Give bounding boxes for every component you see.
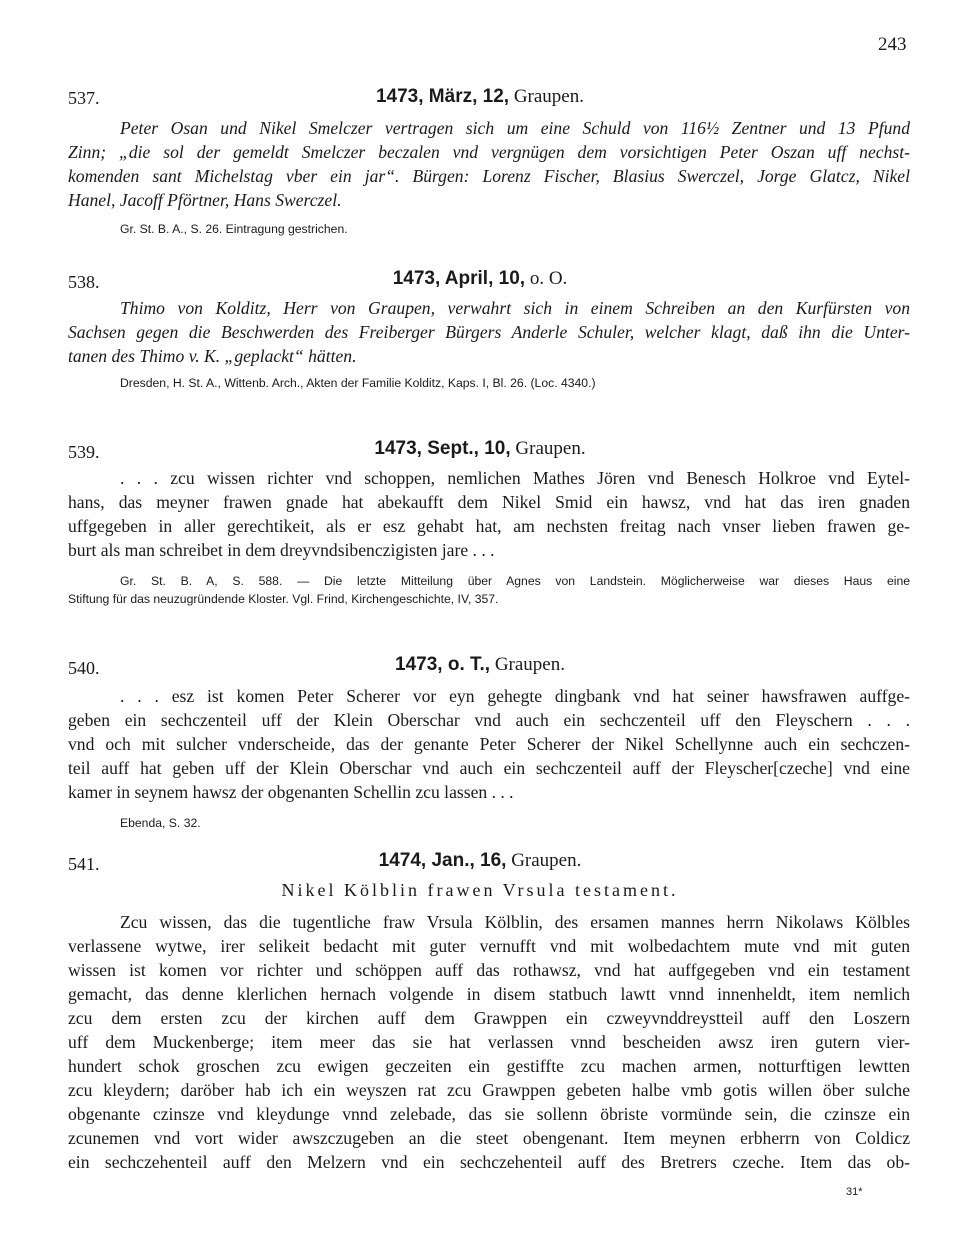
source-note: Dresden, H. St. A., Wittenb. Arch., Akten der Familie Kolditz, Kaps. I, Bl. 26. (Loc. 4340.) <box>120 376 596 390</box>
note-line: Gr. St. B. A, S. 588. — Die letzte Mitteilung über Agnes von Landstein. Möglicherweise war dieses Haus eine <box>120 574 910 588</box>
entry-body <box>68 296 910 368</box>
body-line: hundert schok groschen zcu ewigen geczeiten ein gestiffte zcu machen armen, notturftigen lewtten <box>68 1056 910 1076</box>
signature-mark: 31* <box>846 1186 863 1198</box>
entry-heading <box>0 86 960 108</box>
body-line: Zcu wissen, das die tugentliche fraw Vrsula Kölblin, des ersamen mannes herrn Nikolaws Kölbles <box>120 912 910 932</box>
entry-heading <box>0 654 960 676</box>
entry-place: Graupen. <box>494 654 565 675</box>
body-line: wissen ist komen vor richter und schöppen auff das rothawsz, vnd hat auffgegeben vnd ein testament <box>68 960 910 980</box>
body-line: zcu dem ersten zcu der kirchen auff dem Grawppen ein czweyvnddreystteil auff den Loszern <box>68 1008 910 1028</box>
body-line: kamer in seynem hawsz der obgenanten Schellin zcu lassen . . . <box>68 782 514 802</box>
body-line: Sachsen gegen die Beschwerden des Freiberger Bürgers Anderle Schuler, welcher klagt, daß ihn die Unter- <box>68 322 910 342</box>
entry-date: 1473, o. T., <box>395 654 491 675</box>
entry-number: 539. <box>68 442 100 462</box>
body-line: obgenante czinsze vnd kleydunge vnnd zelebade, das sie sollenn öbriste vormünde sein, die czinsze ein <box>68 1104 910 1124</box>
entry-date: 1474, Jan., 16, <box>378 850 507 871</box>
entry-body <box>68 466 910 562</box>
entry-number: 537. <box>68 88 100 108</box>
body-line: teil auff hat geben uff der Klein Oberschar vnd auch ein sechczenteil auff der Fleyscher[czeche] vnd eine <box>68 758 910 778</box>
entry-date: 1473, Sept., 10, <box>374 438 511 459</box>
body-line: gemacht, das denne klerlichen hernach volgende in disem statbuch lawtt vnnd innenheldt, item nemlich <box>68 984 910 1004</box>
body-line: vnd och mit sulcher vnderscheide, das der genante Peter Scherer der Nikel Schellynne auch ein sechczen- <box>68 734 910 754</box>
body-line: uff dem Muckenberge; item meer das sie hat verlassen vnnd bescheiden awsz iren gutern vier- <box>68 1032 910 1052</box>
entry-date: 1473, April, 10, <box>392 268 526 289</box>
body-line: uffgegeben in aller gerechtikeit, als er esz gehabt hat, am nechsten freitag nach vnser lieben frawen ge- <box>68 516 910 536</box>
entry-date: 1473, März, 12, <box>375 86 510 107</box>
entry-place: Graupen. <box>513 86 584 107</box>
entry-number: 540. <box>68 658 100 678</box>
body-line: Zinn; „die sol der gemeldt Smelczer beczalen vnd vergnügen dem vorsichtigen Peter Oszan uff nechst- <box>68 142 910 162</box>
entry-body <box>68 116 910 212</box>
entry-heading <box>0 268 960 290</box>
entry-place: Graupen. <box>515 438 586 459</box>
body-line: zcu kleydern; daröber hab ich ein weyszen rat zcu Grawppen gebeten halbe vmb gotis willen öber sulche <box>68 1080 910 1100</box>
body-line: . . . zcu wissen richter vnd schoppen, nemlichen Mathes Jören vnd Benesch Holkroe vnd Eytel- <box>120 468 910 488</box>
body-line: tanen des Thimo v. K. „geplackt“ hätten. <box>68 346 357 366</box>
entry-number: 541. <box>68 854 100 874</box>
entry-body <box>68 910 910 1174</box>
entry-heading <box>0 438 960 460</box>
body-line: ein sechczehenteil auff den Melzern vnd ein sechczehenteil auff des Bretrers czeche. Item das ob- <box>68 1152 910 1172</box>
body-line: Peter Osan und Nikel Smelczer vertragen sich um eine Schuld von 116½ Zentner und 13 Pfund <box>120 118 910 138</box>
source-note: Gr. St. B. A., S. 26. Eintragung gestrichen. <box>120 222 348 236</box>
page-number: 243 <box>878 34 907 55</box>
entry-subtitle: Nikel Kölblin frawen Vrsula testament. <box>281 880 679 900</box>
body-line: Hanel, Jacoff Pförtner, Hans Swerczel. <box>68 190 342 210</box>
body-line: . . . esz ist komen Peter Scherer vor eyn gehegte dingbank vnd hat seiner hawsfrawen auffge- <box>120 686 910 706</box>
entry-body <box>68 684 910 804</box>
body-line: komenden sant Michelstag vber ein jar“. Bürgen: Lorenz Fischer, Blasius Swerczel, Jorge Glatcz, Nikel <box>68 166 910 186</box>
body-line: hans, das meyner frawen gnade hat abekaufft dem Nikel Smid ein hawsz, vnd hat das iren gnaden <box>68 492 910 512</box>
body-line: zcunemen vnd vort wider awszczugeben an die steet obengenant. Item meynen erbherrn von Coldicz <box>68 1128 910 1148</box>
body-line: verlassene wytwe, irer selikeit bedacht mit guter vernufft vnd mit wolbedachtem mute vnd mit guten <box>68 936 910 956</box>
source-note: Ebenda, S. 32. <box>120 816 201 830</box>
body-line: burt als man schreibet in dem dreyvndsibenczigisten jare . . . <box>68 540 495 560</box>
entry-number: 538. <box>68 272 100 292</box>
note-line: Stiftung für das neuzugründende Kloster. Vgl. Frind, Kirchengeschichte, IV, 357. <box>68 592 499 606</box>
body-line: geben ein sechczenteil uff der Klein Oberschar vnd auch ein sechczenteil uff den Fleyschern . . . <box>68 710 910 730</box>
entry-heading <box>0 850 960 872</box>
entry-place: o. O. <box>529 268 568 289</box>
entry-place: Graupen. <box>511 850 582 871</box>
body-line: Thimo von Kolditz, Herr von Graupen, verwahrt sich in einem Schreiben an den Kurfürsten von <box>120 298 910 318</box>
source-note <box>68 572 910 608</box>
